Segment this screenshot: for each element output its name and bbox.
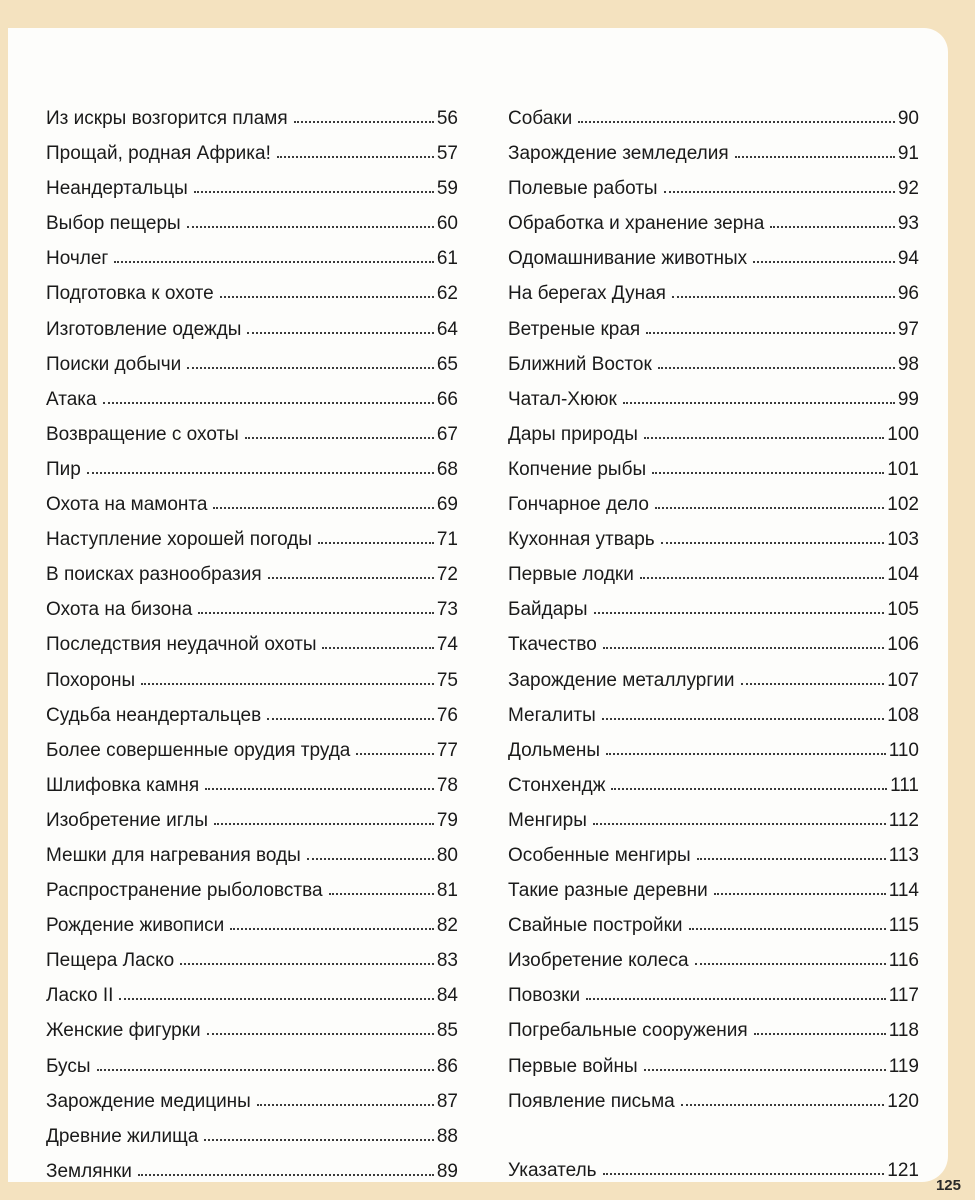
toc-entry-title: Женские фигурки — [46, 1020, 201, 1042]
toc-entry-page: 104 — [887, 564, 919, 586]
toc-entry-page: 76 — [436, 704, 458, 726]
toc-entry[interactable] — [508, 487, 919, 522]
page-number: 125 — [935, 1177, 961, 1194]
toc-entry[interactable] — [46, 136, 458, 171]
toc-entry-page: 73 — [436, 599, 458, 621]
toc-entry-title: Землянки — [46, 1160, 132, 1182]
toc-entry[interactable] — [508, 206, 919, 241]
toc-entry-title: Менгиры — [508, 809, 587, 831]
toc-entry-page: 60 — [436, 213, 458, 235]
toc-entry-page: 112 — [888, 809, 919, 831]
toc-entry-title: Погребальные сооружения — [508, 1020, 748, 1042]
toc-entry[interactable] — [46, 1084, 458, 1119]
toc-entry-page: 115 — [888, 915, 919, 937]
dot-leader — [205, 786, 434, 790]
dot-leader — [689, 926, 886, 930]
toc-entry[interactable] — [508, 978, 919, 1013]
toc-entry-page: 100 — [887, 423, 919, 445]
toc-entry-title: Похороны — [46, 669, 136, 691]
toc-entry[interactable] — [46, 382, 458, 417]
dot-leader — [664, 189, 895, 193]
dot-leader — [245, 435, 434, 439]
toc-entry-page: 74 — [436, 634, 458, 656]
toc-entry-title: Чатал-Хююк — [508, 388, 617, 410]
dot-leader — [87, 470, 434, 474]
dot-leader — [593, 821, 886, 825]
dot-leader — [578, 119, 895, 123]
toc-entry[interactable] — [508, 101, 919, 136]
toc-entry-page: 78 — [436, 774, 458, 796]
dot-leader — [214, 821, 434, 825]
toc-entry-page: 118 — [888, 1020, 919, 1042]
toc-entry-title: Указатель — [508, 1160, 597, 1181]
toc-entry-page: 120 — [887, 1090, 919, 1112]
dot-leader — [646, 330, 895, 334]
toc-entry-title: Наступление хорошей погоды — [46, 529, 313, 551]
toc-entry-page: 105 — [887, 599, 919, 621]
toc-entry-page: 102 — [887, 494, 919, 516]
dot-leader — [187, 224, 434, 228]
toc-entry[interactable] — [508, 1084, 919, 1119]
toc-entry-title: Неандертальцы — [46, 178, 188, 200]
toc-entry-page: 77 — [436, 739, 458, 761]
toc-entry-page: 83 — [436, 950, 458, 972]
toc-entry-page: 84 — [436, 985, 458, 1007]
toc-entry-title: Подготовка к охоте — [46, 283, 214, 305]
toc-entry-title: Поиски добычи — [46, 353, 182, 375]
dot-leader — [695, 961, 886, 965]
toc-entry[interactable] — [508, 663, 919, 698]
toc-entry[interactable] — [46, 838, 458, 873]
toc-entry-title: Последствия неудачной охоты — [46, 634, 317, 656]
dot-leader — [602, 716, 885, 720]
toc-entry[interactable] — [508, 241, 919, 276]
toc-entry-page: 65 — [436, 353, 458, 375]
dot-leader — [741, 681, 885, 685]
toc-entry-page: 81 — [436, 880, 458, 902]
toc-entry-page: 94 — [897, 248, 919, 270]
toc-entry-title: Судьба неандертальцев — [46, 704, 262, 726]
dot-leader — [204, 1137, 434, 1141]
dot-leader — [329, 891, 434, 895]
toc-entry[interactable] — [46, 101, 458, 136]
toc-entry-title: Из искры возгорится пламя — [46, 108, 288, 129]
toc-entry[interactable] — [46, 1154, 458, 1189]
dot-leader — [119, 996, 433, 1000]
toc-entry[interactable] — [508, 276, 919, 311]
toc-entry-title: Изготовление одежды — [46, 318, 242, 340]
dot-leader — [220, 294, 434, 298]
dot-leader — [322, 645, 433, 649]
dot-leader — [294, 119, 434, 123]
toc-entry[interactable] — [508, 1049, 919, 1084]
toc-entry-title: Шлифовка камня — [46, 774, 200, 796]
toc-entry-page: 108 — [887, 704, 919, 726]
toc-entry-title: Изобретение колеса — [508, 950, 689, 972]
toc-entry-page: 75 — [436, 669, 458, 691]
toc-entry[interactable] — [46, 487, 458, 522]
dot-leader — [652, 470, 884, 474]
dot-leader — [97, 1067, 434, 1071]
toc-entry[interactable] — [46, 1049, 458, 1084]
toc-entry-page: 86 — [436, 1055, 458, 1077]
dot-leader — [187, 365, 434, 369]
toc-entry[interactable] — [508, 452, 919, 487]
dot-leader — [681, 1102, 885, 1106]
toc-entry[interactable] — [508, 768, 919, 803]
toc-entry-page: 67 — [436, 423, 458, 445]
dot-leader — [603, 645, 885, 649]
toc-entry-title: Появление письма — [508, 1090, 675, 1112]
toc-entry[interactable] — [46, 557, 458, 592]
toc-entry-page: 97 — [897, 318, 919, 340]
toc-entry-page: 103 — [887, 529, 919, 551]
dot-leader — [213, 505, 433, 509]
toc-entry-page: 62 — [436, 283, 458, 305]
toc-entry[interactable] — [508, 1013, 919, 1048]
toc-entry-page: 91 — [897, 143, 919, 165]
toc-entry[interactable] — [508, 417, 919, 452]
toc-entry[interactable] — [508, 522, 919, 557]
dot-leader — [103, 400, 434, 404]
toc-entry-page: 113 — [888, 844, 919, 866]
toc-entry[interactable] — [46, 241, 458, 276]
toc-entry-title: Обработка и хранение зерна — [508, 213, 765, 235]
dot-leader — [247, 330, 433, 334]
toc-entry-page: 68 — [436, 458, 458, 480]
toc-entry-title: Дары природы — [508, 423, 638, 445]
dot-leader — [770, 224, 895, 228]
toc-entry-title: Пещера Ласко — [46, 950, 175, 972]
toc-entry[interactable] — [46, 978, 458, 1013]
toc-entry[interactable] — [46, 347, 458, 382]
toc-entry[interactable] — [508, 382, 919, 417]
toc-entry-title: Рождение живописи — [46, 915, 225, 937]
toc-entry-title: Особенные менгиры — [508, 844, 691, 866]
toc-entry-title: Свайные постройки — [508, 915, 683, 937]
toc-right-column — [508, 101, 919, 1119]
toc-entry-title: Возвращение с охоты — [46, 423, 239, 445]
dot-leader — [230, 926, 434, 930]
toc-entry[interactable] — [46, 908, 458, 943]
toc-entry-page: 107 — [887, 669, 919, 691]
page-panel — [8, 28, 948, 1182]
toc-entry[interactable] — [46, 663, 458, 698]
toc-entry-title: Кухонная утварь — [508, 529, 655, 551]
toc-entry-title: Зарождение медицины — [46, 1090, 251, 1112]
toc-entry[interactable] — [46, 592, 458, 627]
toc-entry-page: 61 — [436, 248, 458, 270]
toc-entry[interactable] — [508, 136, 919, 171]
dot-leader — [594, 610, 885, 614]
toc-entry-title: Прощай, родная Африка! — [46, 143, 271, 165]
toc-entry[interactable] — [46, 1119, 458, 1154]
toc-entry[interactable] — [508, 873, 919, 908]
dot-leader — [754, 1031, 886, 1035]
toc-entry[interactable] — [508, 838, 919, 873]
toc-entry[interactable] — [46, 206, 458, 241]
toc-entry[interactable] — [508, 943, 919, 978]
toc-entry-title: Охота на мамонта — [46, 494, 208, 516]
toc-entry[interactable] — [508, 908, 919, 943]
toc-entry-title: Первые лодки — [508, 564, 634, 586]
toc-entry[interactable] — [46, 276, 458, 311]
toc-entry[interactable] — [46, 873, 458, 908]
toc-entry-title: Ближний Восток — [508, 353, 652, 375]
toc-entry[interactable] — [46, 417, 458, 452]
toc-entry-title: Выбор пещеры — [46, 213, 181, 235]
dot-leader — [114, 259, 434, 263]
dot-leader — [611, 786, 887, 790]
dot-leader — [753, 259, 895, 263]
toc-entry[interactable] — [508, 803, 919, 838]
dot-leader — [644, 1067, 886, 1071]
toc-entry[interactable] — [508, 312, 919, 347]
toc-entry-page: 72 — [436, 564, 458, 586]
toc-entry-title: Изобретение иглы — [46, 809, 208, 831]
dot-leader — [603, 1171, 885, 1175]
toc-entry-page: 88 — [436, 1125, 458, 1147]
dot-leader — [623, 400, 895, 404]
toc-entry-index[interactable] — [508, 1153, 919, 1188]
toc-entry-page: 82 — [436, 915, 458, 937]
toc-entry-page: 96 — [897, 283, 919, 305]
toc-entry-page: 56 — [436, 108, 458, 129]
toc-entry-title: Ткачество — [508, 634, 597, 656]
toc-entry-page: 117 — [888, 985, 919, 1007]
toc-entry[interactable] — [46, 627, 458, 662]
toc-entry-title: На берегах Дуная — [508, 283, 666, 305]
toc-entry-page: 121 — [887, 1160, 919, 1181]
dot-leader — [318, 540, 434, 544]
toc-entry[interactable] — [46, 452, 458, 487]
toc-entry[interactable] — [46, 943, 458, 978]
toc-entry-title: Мешки для нагревания воды — [46, 844, 301, 866]
toc-entry-page: 59 — [436, 178, 458, 200]
toc-entry[interactable] — [508, 557, 919, 592]
toc-entry-title: Повозки — [508, 985, 581, 1007]
toc-entry-page: 79 — [436, 809, 458, 831]
dot-leader — [268, 575, 434, 579]
toc-entry-page: 69 — [436, 494, 458, 516]
toc-entry[interactable] — [508, 592, 919, 627]
dot-leader — [194, 189, 434, 193]
dot-leader — [606, 751, 886, 755]
dot-leader — [735, 154, 895, 158]
toc-entry-title: Зарождение земледелия — [508, 143, 729, 165]
toc-entry-page: 92 — [897, 178, 919, 200]
dot-leader — [714, 891, 886, 895]
toc-entry-page: 101 — [887, 458, 919, 480]
toc-entry-page: 98 — [897, 353, 919, 375]
toc-entry-page: 99 — [897, 388, 919, 410]
toc-entry-title: Древние жилища — [46, 1125, 199, 1147]
toc-entry-title: Атака — [46, 388, 97, 410]
toc-entry[interactable] — [46, 733, 458, 768]
dot-leader — [661, 540, 885, 544]
dot-leader — [586, 996, 886, 1000]
toc-entry-title: Первые войны — [508, 1055, 638, 1077]
toc-entry-title: Одомашнивание животных — [508, 248, 748, 270]
dot-leader — [198, 610, 434, 614]
toc-entry-page: 116 — [888, 950, 919, 972]
toc-entry-title: Гончарное дело — [508, 494, 649, 516]
toc-entry-title: Стонхендж — [508, 774, 606, 796]
toc-left-column — [46, 101, 458, 1189]
toc-entry-page: 89 — [436, 1160, 458, 1182]
dot-leader — [277, 154, 434, 158]
toc-entry-title: Полевые работы — [508, 178, 658, 200]
dot-leader — [356, 751, 434, 755]
toc-entry-title: Мегалиты — [508, 704, 596, 726]
toc-entry-title: Дольмены — [508, 739, 600, 761]
toc-entry-title: Более совершенные орудия труда — [46, 739, 351, 761]
toc-entry-title: Охота на бизона — [46, 599, 193, 621]
toc-entry-page: 87 — [436, 1090, 458, 1112]
toc-entry-title: Такие разные деревни — [508, 880, 708, 902]
toc-entry[interactable] — [508, 347, 919, 382]
toc-entry-title: Зарождение металлургии — [508, 669, 735, 691]
toc-entry-title: Копчение рыбы — [508, 458, 647, 480]
dot-leader — [307, 856, 434, 860]
toc-entry-title: Собаки — [508, 108, 573, 129]
dot-leader — [207, 1031, 434, 1035]
toc-entry-page: 106 — [887, 634, 919, 656]
toc-entry[interactable] — [508, 733, 919, 768]
toc-entry-page: 85 — [436, 1020, 458, 1042]
dot-leader — [658, 365, 895, 369]
toc-entry-page: 111 — [890, 774, 919, 796]
toc-entry[interactable] — [46, 522, 458, 557]
dot-leader — [640, 575, 884, 579]
toc-entry[interactable] — [508, 627, 919, 662]
toc-entry-page: 119 — [888, 1055, 919, 1077]
toc-entry-page: 71 — [436, 529, 458, 551]
toc-entry-page: 57 — [436, 143, 458, 165]
toc-entry-page: 90 — [897, 108, 919, 129]
toc-entry-page: 66 — [436, 388, 458, 410]
toc-entry-page: 64 — [436, 318, 458, 340]
toc-entry[interactable] — [46, 698, 458, 733]
toc-entry-title: Пир — [46, 458, 81, 480]
dot-leader — [141, 681, 434, 685]
toc-entry-title: Байдары — [508, 599, 588, 621]
toc-entry[interactable] — [46, 768, 458, 803]
toc-entry-page: 110 — [888, 739, 919, 761]
dot-leader — [180, 961, 434, 965]
toc-entry-page: 114 — [888, 880, 919, 902]
toc-entry-title: Ласко II — [46, 985, 114, 1007]
toc-entry-page: 80 — [436, 844, 458, 866]
toc-entry[interactable] — [46, 1013, 458, 1048]
dot-leader — [267, 716, 434, 720]
dot-leader — [697, 856, 886, 860]
toc-entry-page: 93 — [897, 213, 919, 235]
dot-leader — [138, 1172, 434, 1176]
toc-entry[interactable] — [508, 171, 919, 206]
dot-leader — [672, 294, 895, 298]
toc-entry[interactable] — [508, 698, 919, 733]
toc-entry-title: В поисках разнообразия — [46, 564, 262, 586]
dot-leader — [257, 1102, 434, 1106]
toc-entry-title: Ночлег — [46, 248, 109, 270]
dot-leader — [644, 435, 884, 439]
toc-entry-title: Ветреные края — [508, 318, 641, 340]
toc-entry[interactable] — [46, 171, 458, 206]
toc-entry[interactable] — [46, 803, 458, 838]
toc-entry-title: Распространение рыболовства — [46, 880, 323, 902]
toc-entry[interactable] — [46, 312, 458, 347]
dot-leader — [655, 505, 884, 509]
toc-entry-title: Бусы — [46, 1055, 91, 1077]
